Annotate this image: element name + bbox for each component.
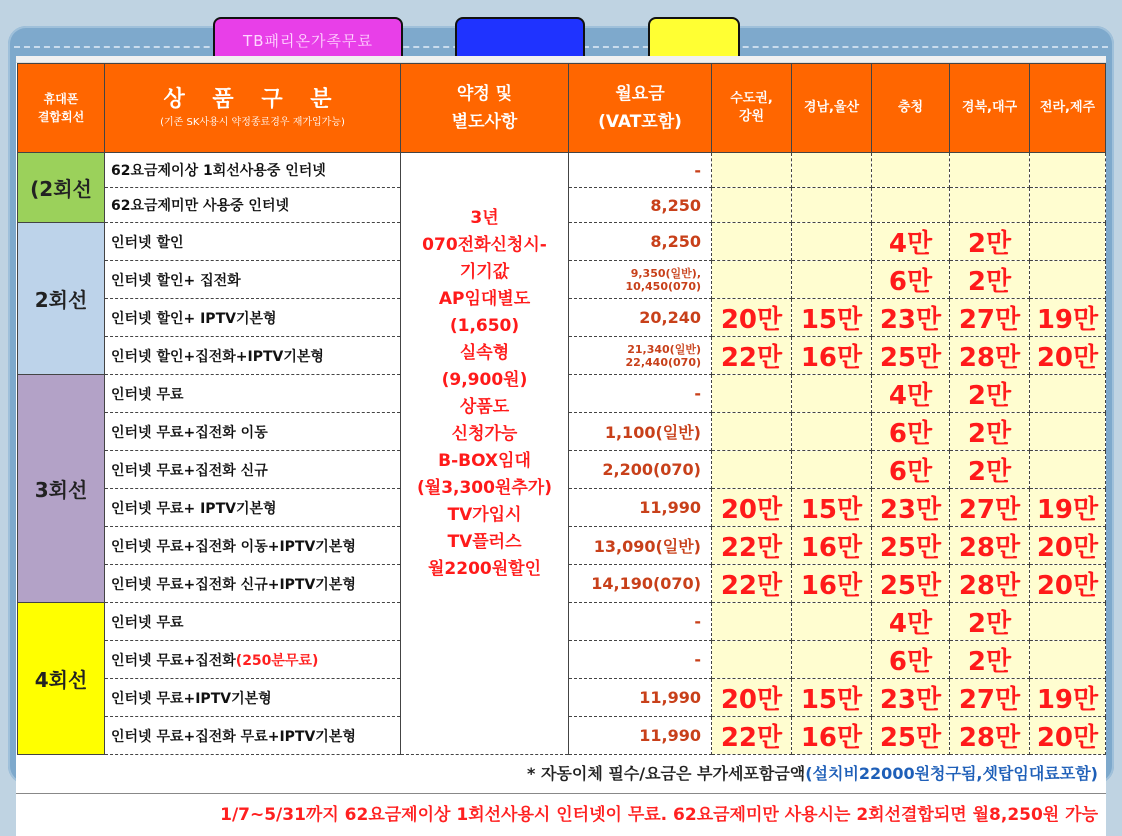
region-benefit: 25만 [872, 565, 950, 603]
region-benefit: 16만 [792, 717, 872, 755]
product-label: 인터넷 할인+집전화+IPTV기본형 [111, 348, 324, 365]
region-benefit: 6만 [872, 261, 950, 299]
region-label: 경남,울산 [803, 100, 860, 115]
product-cell [105, 299, 401, 337]
region-benefit: 19만 [1030, 299, 1106, 337]
region-benefit: 16만 [792, 565, 872, 603]
region-benefit: 27만 [950, 489, 1030, 527]
region-label: 전라,제주 [1039, 100, 1096, 115]
region-benefit [950, 188, 1030, 223]
header-product-sub: (기존 SK사용시 약정종료경우 재가입가능) [160, 117, 345, 128]
monthly-fee: 11,990 [569, 717, 712, 755]
monthly-fee: 11,990 [569, 489, 712, 527]
region-benefit: 4만 [872, 375, 950, 413]
region-benefit [792, 375, 872, 413]
region-benefit [1030, 188, 1106, 223]
region-benefit: 4만 [872, 603, 950, 641]
region-benefit [792, 261, 872, 299]
region-benefit: 28만 [950, 717, 1030, 755]
header-region-jeolla [1030, 64, 1106, 153]
monthly-fee: 13,090(일반) [569, 527, 712, 565]
region-benefit [712, 603, 792, 641]
promo-banner: 1/7~5/31까지 62요금제이상 1회선사용시 인터넷이 무료. 62요금제미만 사용시는 2회선결합되면 월8,250원 가능 [16, 794, 1106, 836]
region-benefit: 28만 [950, 527, 1030, 565]
header-contract [401, 64, 569, 153]
product-label: 인터넷 할인+ IPTV기본형 [111, 310, 277, 327]
region-benefit: 27만 [950, 679, 1030, 717]
region-benefit [712, 188, 792, 223]
region-benefit [1030, 223, 1106, 261]
region-benefit [1030, 375, 1106, 413]
product-label: 인터넷 무료 [111, 614, 184, 631]
header-region-capital [712, 64, 792, 153]
header-row [18, 64, 1106, 153]
region-benefit: 19만 [1030, 679, 1106, 717]
region-benefit: 27만 [950, 299, 1030, 337]
region-benefit [792, 153, 872, 188]
region-benefit: 23만 [872, 489, 950, 527]
product-label: 62요금제이상 1회선사용중 인터넷 [111, 163, 326, 179]
product-label: 인터넷 무료+IPTV기본형 [111, 690, 272, 707]
product-cell [105, 565, 401, 603]
header-contract-label: 약정 및 별도사항 [451, 84, 518, 132]
header-combo-label: 휴대폰 결합회선 [37, 92, 85, 124]
product-label: 인터넷 무료+집전화 이동+IPTV기본형 [111, 538, 356, 555]
region-benefit: 20만 [712, 489, 792, 527]
product-label: 인터넷 무료+집전화 이동 [111, 424, 268, 441]
product-cell [105, 489, 401, 527]
region-benefit: 15만 [792, 489, 872, 527]
footnote [16, 755, 1106, 794]
header-product [105, 64, 401, 153]
product-label: 인터넷 무료+집전화 [111, 652, 236, 669]
monthly-fee: - [569, 641, 712, 679]
region-benefit: 15만 [792, 299, 872, 337]
region-benefit: 2만 [950, 413, 1030, 451]
region-benefit [712, 451, 792, 489]
region-benefit: 20만 [1030, 717, 1106, 755]
product-label: 인터넷 무료+ IPTV기본형 [111, 500, 277, 517]
region-benefit: 20만 [712, 679, 792, 717]
product-label: 인터넷 무료+집전화 신규 [111, 462, 268, 479]
region-benefit [712, 153, 792, 188]
region-benefit: 6만 [872, 413, 950, 451]
product-label: 인터넷 할인 [111, 234, 184, 251]
region-benefit: 25만 [872, 337, 950, 375]
product-label: 인터넷 무료+집전화 신규+IPTV기본형 [111, 576, 356, 593]
product-note: (250분무료) [235, 652, 319, 669]
monthly-fee: 8,250 [569, 223, 712, 261]
monthly-fee: 8,250 [569, 188, 712, 223]
region-benefit: 2만 [950, 641, 1030, 679]
monthly-fee: 20,240 [569, 299, 712, 337]
region-benefit [712, 641, 792, 679]
region-benefit [792, 451, 872, 489]
region-benefit: 20만 [712, 299, 792, 337]
region-label: 수도권, 강원 [730, 91, 773, 124]
region-benefit: 15만 [792, 679, 872, 717]
region-benefit [1030, 261, 1106, 299]
group-label: 4회선 [18, 603, 105, 755]
monthly-fee: - [569, 153, 712, 188]
region-benefit: 2만 [950, 451, 1030, 489]
product-cell [105, 717, 401, 755]
tab-yellow[interactable] [648, 17, 740, 61]
product-label: 인터넷 무료+집전화 무료+IPTV기본형 [111, 728, 356, 745]
region-benefit [1030, 451, 1106, 489]
region-benefit: 2만 [950, 603, 1030, 641]
product-cell [105, 527, 401, 565]
region-benefit: 2만 [950, 375, 1030, 413]
region-benefit [872, 153, 950, 188]
group-label: (2회선 [18, 153, 105, 223]
header-fee [569, 64, 712, 153]
monthly-fee: 21,340(일반) 22,440(070) [569, 337, 712, 375]
region-benefit: 19만 [1030, 489, 1106, 527]
region-benefit: 4만 [872, 223, 950, 261]
group-label: 2회선 [18, 223, 105, 375]
monthly-fee: 1,100(일반) [569, 413, 712, 451]
region-benefit: 6만 [872, 641, 950, 679]
region-benefit: 20만 [1030, 337, 1106, 375]
region-benefit: 22만 [712, 337, 792, 375]
ruler [16, 56, 1106, 63]
product-cell [105, 641, 401, 679]
region-benefit [872, 188, 950, 223]
monthly-fee: 11,990 [569, 679, 712, 717]
product-cell [105, 413, 401, 451]
region-benefit [792, 641, 872, 679]
header-combo-lines [18, 64, 105, 153]
region-benefit: 20만 [1030, 565, 1106, 603]
region-benefit [1030, 413, 1106, 451]
product-cell [105, 603, 401, 641]
region-benefit [950, 153, 1030, 188]
region-benefit: 23만 [872, 299, 950, 337]
region-benefit: 22만 [712, 565, 792, 603]
product-cell [105, 375, 401, 413]
region-benefit: 2만 [950, 261, 1030, 299]
region-benefit [792, 188, 872, 223]
region-benefit: 23만 [872, 679, 950, 717]
product-label: 인터넷 무료 [111, 386, 184, 403]
region-benefit: 28만 [950, 337, 1030, 375]
region-benefit [792, 413, 872, 451]
region-benefit: 25만 [872, 527, 950, 565]
header-region-chungcheong [872, 64, 950, 153]
product-label: 62요금제미만 사용중 인터넷 [111, 198, 289, 214]
product-cell [105, 679, 401, 717]
region-benefit: 16만 [792, 527, 872, 565]
region-benefit [712, 375, 792, 413]
region-benefit [712, 261, 792, 299]
region-benefit: 2만 [950, 223, 1030, 261]
region-benefit: 22만 [712, 717, 792, 755]
contract-notes: 3년 070전화신청시- 기기값 AP임대별도 (1,650) 실속형 (9,900원) 상품도 신청가능 B-BOX임대 (월3,300원추가) TV가입시 TV플러스 월2200원할인 [401, 153, 569, 755]
region-label: 충청 [897, 100, 924, 115]
region-benefit [712, 223, 792, 261]
header-region-gyeongnam [792, 64, 872, 153]
region-benefit: 22만 [712, 527, 792, 565]
region-benefit: 6만 [872, 451, 950, 489]
product-cell [105, 451, 401, 489]
header-product-title: 상 품 구 분 [163, 87, 342, 112]
table-row [18, 153, 1106, 188]
product-cell [105, 153, 401, 188]
product-cell [105, 261, 401, 299]
region-benefit: 25만 [872, 717, 950, 755]
group-label: 3회선 [18, 375, 105, 603]
monthly-fee: 2,200(070) [569, 451, 712, 489]
pricing-body [18, 153, 1106, 755]
region-benefit: 20만 [1030, 527, 1106, 565]
footnote-main: * 자동이체 필수/요금은 부가세포함금액 [527, 764, 806, 783]
region-benefit [1030, 603, 1106, 641]
pricing-sheet [16, 56, 1106, 825]
monthly-fee: - [569, 375, 712, 413]
region-benefit: 28만 [950, 565, 1030, 603]
region-benefit [792, 603, 872, 641]
product-label: 인터넷 할인+ 집전화 [111, 272, 241, 289]
monthly-fee: 14,190(070) [569, 565, 712, 603]
pricing-table [17, 63, 1106, 755]
header-region-gyeongbuk [950, 64, 1030, 153]
region-benefit [1030, 153, 1106, 188]
header-fee-label: 월요금 (VAT포함) [598, 84, 682, 132]
monthly-fee: 9,350(일반), 10,450(070) [569, 261, 712, 299]
product-cell [105, 188, 401, 223]
region-benefit [712, 413, 792, 451]
region-benefit [792, 223, 872, 261]
tab-blue[interactable] [455, 17, 585, 61]
region-label: 경북,대구 [961, 100, 1018, 115]
region-benefit [1030, 641, 1106, 679]
footnote-blue: (설치비22000원청구됨,셋탑임대료포함) [805, 764, 1098, 783]
product-cell [105, 337, 401, 375]
region-benefit: 16만 [792, 337, 872, 375]
tab-family-free[interactable]: TB패리온가족무료 [213, 17, 403, 61]
product-cell [105, 223, 401, 261]
monthly-fee: - [569, 603, 712, 641]
